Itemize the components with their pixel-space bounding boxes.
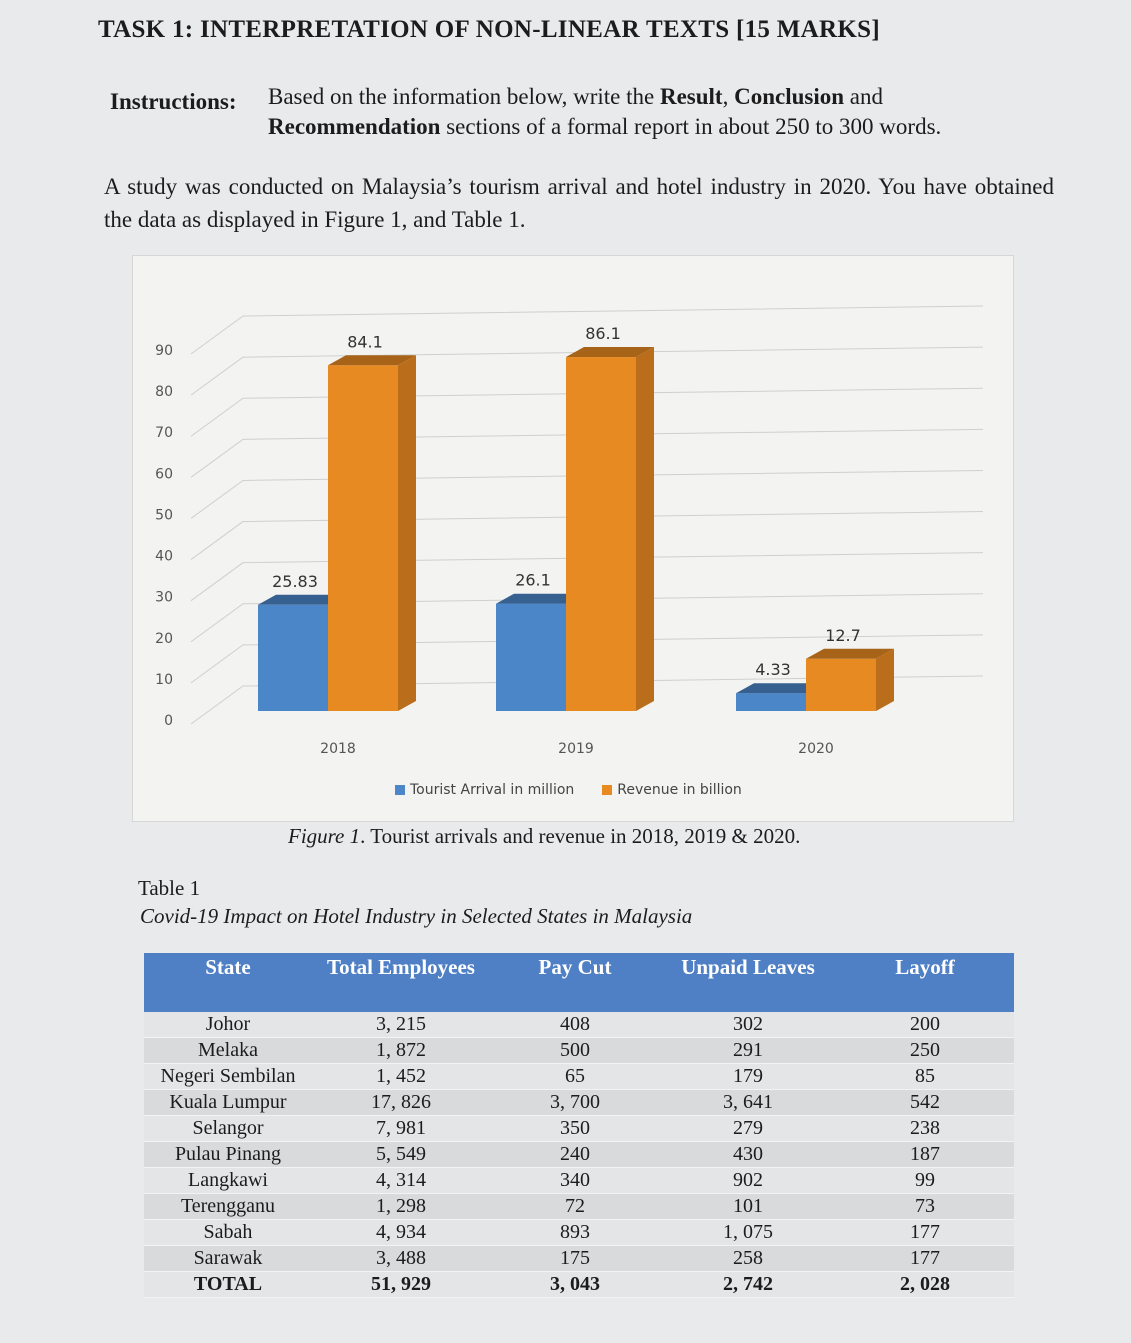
y-tick-label: 10 bbox=[155, 671, 173, 688]
legend-label: Revenue in billion bbox=[617, 782, 742, 798]
y-tick-label: 20 bbox=[155, 630, 173, 647]
cell-pay-cut: 340 bbox=[490, 1168, 660, 1194]
cell-state: Sabah bbox=[144, 1220, 312, 1246]
y-tick-label: 80 bbox=[155, 384, 173, 401]
cell-pay-cut: 500 bbox=[490, 1038, 660, 1064]
cell-state: Negeri Sembilan bbox=[144, 1064, 312, 1090]
cell-layoff: 177 bbox=[836, 1220, 1014, 1246]
chart-canvas bbox=[133, 256, 1013, 821]
cell-unpaid-leaves: 430 bbox=[660, 1142, 836, 1168]
cell-total-employees: 4, 934 bbox=[312, 1220, 490, 1246]
cell-state: Kuala Lumpur bbox=[144, 1090, 312, 1116]
y-tick-label: 60 bbox=[155, 466, 173, 483]
cell-pay-cut: 240 bbox=[490, 1142, 660, 1168]
cell-total-employees: 7, 981 bbox=[312, 1116, 490, 1142]
cell-layoff: 238 bbox=[836, 1116, 1014, 1142]
bar-1-side bbox=[398, 355, 416, 711]
cell-pay-cut: 3, 043 bbox=[490, 1272, 660, 1298]
cell-layoff: 99 bbox=[836, 1168, 1014, 1194]
instructions-sep-1: , bbox=[722, 84, 735, 109]
bar-1-side bbox=[876, 649, 894, 711]
cell-total-employees: 3, 488 bbox=[312, 1246, 490, 1272]
header-total-employees: Total Employees bbox=[312, 953, 490, 1012]
cell-pay-cut: 175 bbox=[490, 1246, 660, 1272]
table-row bbox=[144, 1012, 1014, 1038]
cell-pay-cut: 3, 700 bbox=[490, 1090, 660, 1116]
task-heading: TASK 1: INTERPRETATION OF NON-LINEAR TEXTS [15 MARKS] bbox=[98, 16, 880, 43]
bar-1-front bbox=[806, 659, 876, 711]
cell-unpaid-leaves: 101 bbox=[660, 1194, 836, 1220]
table-header-row bbox=[144, 953, 1014, 1012]
table-label: Table 1 bbox=[138, 876, 201, 900]
cell-state: Sarawak bbox=[144, 1246, 312, 1272]
table-row bbox=[144, 1194, 1014, 1220]
legend-swatch bbox=[602, 785, 612, 795]
table-row bbox=[144, 1168, 1014, 1194]
figure-caption-label: Figure 1 bbox=[288, 824, 361, 848]
legend-item bbox=[395, 782, 574, 798]
header-layoff: Layoff bbox=[836, 953, 1014, 1012]
cell-total-employees: 5, 549 bbox=[312, 1142, 490, 1168]
y-tick-label: 30 bbox=[155, 589, 173, 606]
cell-total-employees: 1, 872 bbox=[312, 1038, 490, 1064]
figure-1-chart bbox=[132, 255, 1014, 822]
figure-caption bbox=[288, 824, 800, 849]
bar-0-front bbox=[496, 604, 566, 711]
y-tick-label: 50 bbox=[155, 507, 173, 524]
bar-1-front bbox=[566, 357, 636, 711]
cell-pay-cut: 65 bbox=[490, 1064, 660, 1090]
cell-state: TOTAL bbox=[144, 1272, 312, 1298]
chart-legend bbox=[395, 782, 742, 798]
cell-pay-cut: 350 bbox=[490, 1116, 660, 1142]
data-label: 86.1 bbox=[585, 324, 621, 344]
cell-state: Pulau Pinang bbox=[144, 1142, 312, 1168]
instructions-result-term: Result bbox=[659, 84, 723, 109]
header-state: State bbox=[144, 953, 312, 1012]
cell-pay-cut: 408 bbox=[490, 1012, 660, 1038]
header-unpaid-leaves: Unpaid Leaves bbox=[660, 953, 836, 1012]
bar-1-side bbox=[636, 347, 654, 711]
data-label: 84.1 bbox=[347, 332, 383, 352]
cell-layoff: 177 bbox=[836, 1246, 1014, 1272]
cell-layoff: 85 bbox=[836, 1064, 1014, 1090]
cell-pay-cut: 893 bbox=[490, 1220, 660, 1246]
table-row bbox=[144, 1142, 1014, 1168]
table-row bbox=[144, 1272, 1014, 1298]
hotel-impact-table bbox=[144, 953, 1014, 1298]
cell-unpaid-leaves: 179 bbox=[660, 1064, 836, 1090]
table-row bbox=[144, 1064, 1014, 1090]
cell-state: Terengganu bbox=[144, 1194, 312, 1220]
table-row bbox=[144, 1090, 1014, 1116]
y-tick-label: 0 bbox=[164, 713, 173, 729]
table-row bbox=[144, 1220, 1014, 1246]
instructions-sep-2: and bbox=[844, 84, 883, 109]
cell-unpaid-leaves: 302 bbox=[660, 1012, 836, 1038]
cell-state: Selangor bbox=[144, 1116, 312, 1142]
header-pay-cut: Pay Cut bbox=[490, 953, 660, 1012]
bar-0-front bbox=[736, 693, 806, 711]
cell-layoff: 187 bbox=[836, 1142, 1014, 1168]
cell-total-employees: 51, 929 bbox=[312, 1272, 490, 1298]
table-body bbox=[144, 1012, 1014, 1298]
data-label: 4.33 bbox=[755, 660, 791, 680]
cell-unpaid-leaves: 279 bbox=[660, 1116, 836, 1142]
figure-caption-text: . Tourist arrivals and revenue in 2018, 2019 & 2020. bbox=[360, 824, 801, 848]
cell-unpaid-leaves: 2, 742 bbox=[660, 1272, 836, 1298]
cell-layoff: 200 bbox=[836, 1012, 1014, 1038]
y-tick-label: 70 bbox=[155, 425, 173, 442]
cell-unpaid-leaves: 1, 075 bbox=[660, 1220, 836, 1246]
cell-state: Johor bbox=[144, 1012, 312, 1038]
table-row bbox=[144, 1038, 1014, 1064]
x-tick-label: 2018 bbox=[320, 741, 356, 757]
table-row bbox=[144, 1246, 1014, 1272]
cell-state: Langkawi bbox=[144, 1168, 312, 1194]
y-tick-label: 40 bbox=[155, 548, 173, 565]
x-tick-label: 2020 bbox=[798, 741, 834, 757]
cell-total-employees: 3, 215 bbox=[312, 1012, 490, 1038]
instructions-label: Instructions: bbox=[110, 89, 237, 114]
cell-total-employees: 1, 298 bbox=[312, 1194, 490, 1220]
y-tick-label: 90 bbox=[155, 343, 173, 359]
cell-unpaid-leaves: 291 bbox=[660, 1038, 836, 1064]
legend-item bbox=[602, 782, 742, 798]
cell-unpaid-leaves: 902 bbox=[660, 1168, 836, 1194]
legend-label: Tourist Arrival in million bbox=[410, 782, 575, 798]
cell-layoff: 2, 028 bbox=[836, 1272, 1014, 1298]
cell-total-employees: 4, 314 bbox=[312, 1168, 490, 1194]
table-row bbox=[144, 1116, 1014, 1142]
cell-total-employees: 1, 452 bbox=[312, 1064, 490, 1090]
cell-pay-cut: 72 bbox=[490, 1194, 660, 1220]
table-title: Covid-19 Impact on Hotel Industry in Selected States in Malaysia bbox=[140, 904, 693, 928]
cell-layoff: 73 bbox=[836, 1194, 1014, 1220]
instructions-conclusion-term: Conclusion bbox=[734, 84, 845, 109]
instructions-text bbox=[268, 82, 1048, 142]
cell-unpaid-leaves: 3, 641 bbox=[660, 1090, 836, 1116]
cell-unpaid-leaves: 258 bbox=[660, 1246, 836, 1272]
instructions-text-post: sections of a formal report in about 250 to 300 words. bbox=[440, 114, 942, 139]
legend-swatch bbox=[395, 785, 405, 795]
bar-1-front bbox=[328, 365, 398, 711]
data-label: 25.83 bbox=[272, 571, 318, 591]
x-tick-label: 2019 bbox=[558, 741, 594, 757]
data-label: 26.1 bbox=[515, 570, 551, 590]
bar-0-front bbox=[258, 605, 328, 711]
data-label: 12.7 bbox=[825, 625, 861, 645]
cell-state: Melaka bbox=[144, 1038, 312, 1064]
cell-layoff: 542 bbox=[836, 1090, 1014, 1116]
intro-paragraph: A study was conducted on Malaysia’s tourism arrival and hotel industry in 2020. You have obtained the data as displayed in Figure 1, and Table 1. bbox=[104, 174, 1054, 232]
cell-layoff: 250 bbox=[836, 1038, 1014, 1064]
cell-total-employees: 17, 826 bbox=[312, 1090, 490, 1116]
instructions-recommendation-term: Recommendation bbox=[268, 114, 441, 139]
instructions-text-pre: Based on the information below, write the bbox=[268, 84, 660, 109]
